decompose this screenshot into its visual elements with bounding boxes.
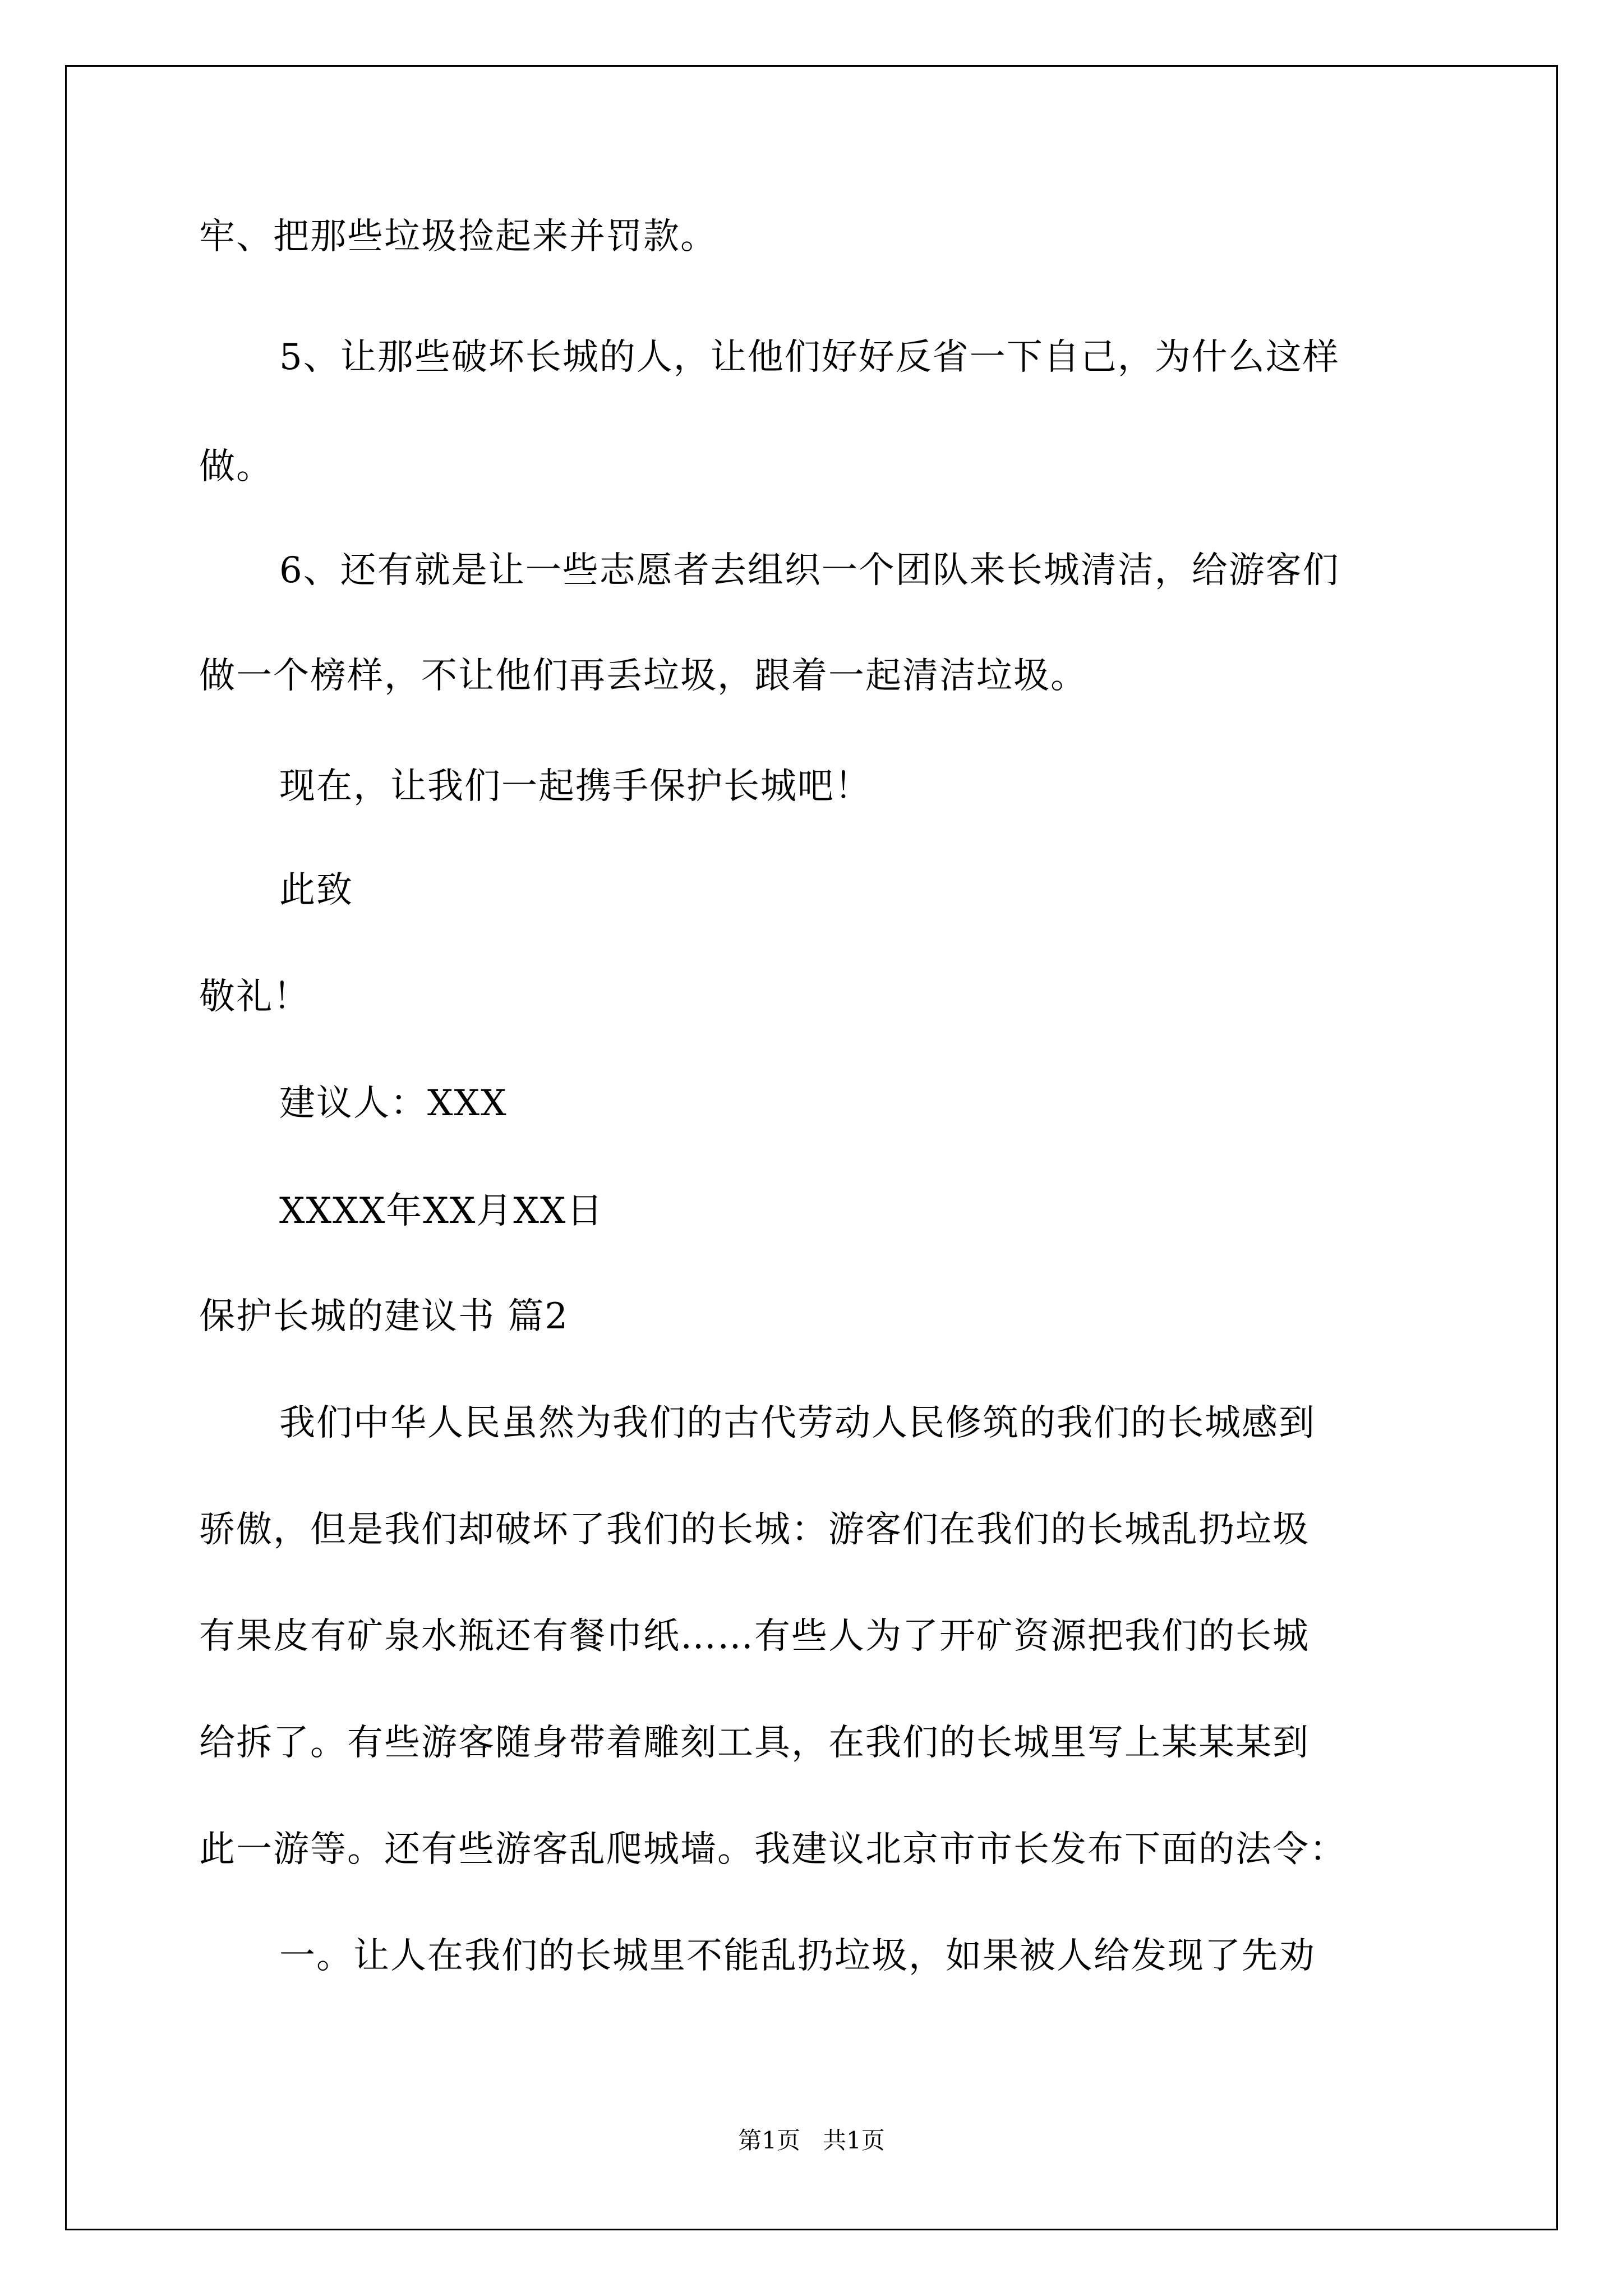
text-line: 给拆了。有些游客随身带着雕刻工具，在我们的长城里写上某某某到: [199, 1722, 1310, 1764]
text-line: 我们中华人民虽然为我们的古代劳动人民修筑的我们的长城感到: [279, 1402, 1316, 1444]
page-footer: 第1页 共1页: [738, 2127, 885, 2154]
text-line: 敬礼！: [199, 976, 310, 1018]
text-line: 5、让那些破坏长城的人，让他们好好反省一下自己，为什么这样: [279, 337, 1340, 378]
text-line: 做一个榜样，不让他们再丢垃圾，跟着一起清洁垃圾。: [199, 655, 1087, 697]
text-line: 此一游等。还有些游客乱爬城墙。我建议北京市市长发布下面的法令：: [199, 1829, 1347, 1870]
page-border: [65, 65, 1558, 2230]
text-line: 6、还有就是让一些志愿者去组织一个团队来长城清洁，给游客们: [279, 550, 1340, 591]
text-line: XXXX年XX月XX日: [279, 1190, 604, 1232]
section-heading: 保护长城的建议书 篇2: [199, 1296, 569, 1337]
text-line: 一。让人在我们的长城里不能乱扔垃圾，如果被人给发现了先劝: [279, 1935, 1316, 1977]
text-line: 建议人：XXX: [279, 1083, 508, 1124]
text-line: 有果皮有矿泉水瓶还有餐巾纸……有些人为了开矿资源把我们的长城: [199, 1616, 1310, 1657]
text-line: 现在，让我们一起携手保护长城吧！: [279, 766, 872, 807]
text-line: 做。: [199, 446, 273, 487]
text-line: 此致: [279, 869, 353, 911]
text-line: 牢、把那些垃圾捡起来并罚款。: [199, 216, 717, 257]
text-line: 骄傲，但是我们却破坏了我们的长城：游客们在我们的长城乱扔垃圾: [199, 1509, 1310, 1550]
